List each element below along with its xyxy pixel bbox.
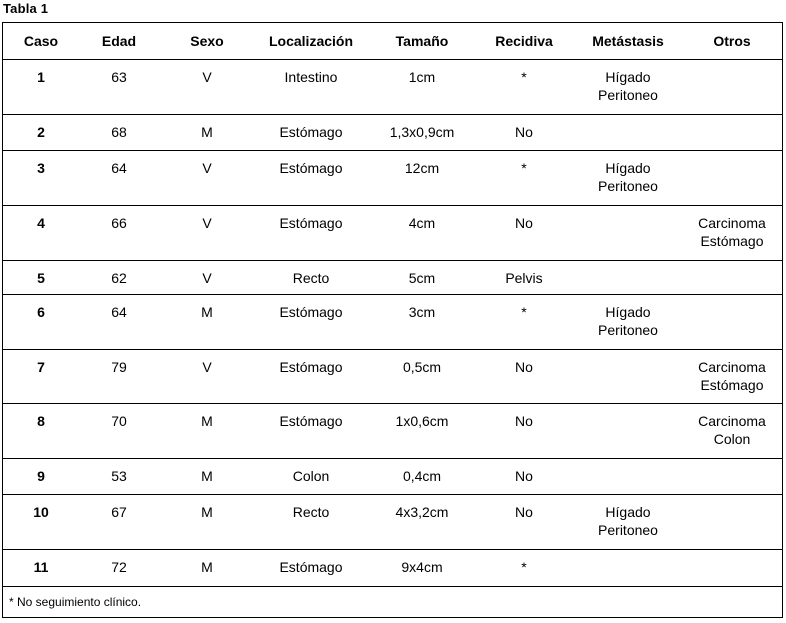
cell-tamano: 1cm xyxy=(408,69,436,85)
cell-sexo: V xyxy=(202,69,212,85)
cell-recidiva: * xyxy=(521,160,527,176)
header-sexo: Sexo xyxy=(190,33,224,49)
header-edad: Edad xyxy=(101,33,137,49)
cell-otros xyxy=(682,412,782,448)
cell-line: Hígado xyxy=(605,504,651,520)
cell-caso: 1 xyxy=(37,69,45,85)
cell-tamano: 1,3x0,9cm xyxy=(389,124,455,140)
header-recidiva: Recidiva xyxy=(495,33,553,49)
cell-localizacion: Colon xyxy=(292,468,330,484)
cell-localizacion: Recto xyxy=(292,270,330,286)
cell-caso: 10 xyxy=(33,504,49,520)
cell-localizacion: Intestino xyxy=(284,69,338,85)
cell-caso: 4 xyxy=(37,215,45,231)
cell-sexo: V xyxy=(202,160,212,176)
table-footnote: * No seguimiento clínico. xyxy=(9,595,142,609)
cell-sexo: M xyxy=(201,304,213,320)
cell-recidiva: No xyxy=(515,504,533,520)
cell-caso: 8 xyxy=(37,413,45,429)
cell-caso: 11 xyxy=(33,559,49,575)
cell-recidiva: No xyxy=(515,124,533,140)
cell-caso: 5 xyxy=(37,270,45,286)
cell-metastasis xyxy=(578,68,678,104)
cell-tamano: 4cm xyxy=(408,215,436,231)
cell-metastasis xyxy=(578,503,678,539)
cell-caso: 9 xyxy=(37,468,45,484)
cell-caso: 7 xyxy=(37,359,45,375)
table-row xyxy=(3,350,782,404)
cell-recidiva: * xyxy=(521,69,527,85)
cell-tamano: 5cm xyxy=(408,270,436,286)
cell-edad: 67 xyxy=(111,504,127,520)
cell-edad: 79 xyxy=(111,359,127,375)
cell-recidiva: * xyxy=(521,304,527,320)
table-row xyxy=(3,206,782,261)
cell-sexo: V xyxy=(202,359,212,375)
cell-metastasis xyxy=(578,159,678,195)
cell-edad: 64 xyxy=(111,304,127,320)
cell-edad: 70 xyxy=(111,413,127,429)
header-localizacion: Localización xyxy=(268,33,354,49)
cell-recidiva: No xyxy=(515,468,533,484)
cell-caso: 3 xyxy=(37,160,45,176)
cell-tamano: 1x0,6cm xyxy=(395,413,449,429)
cell-sexo: M xyxy=(201,504,213,520)
header-caso: Caso xyxy=(23,33,59,49)
cell-otros xyxy=(682,358,782,394)
cell-tamano: 4x3,2cm xyxy=(395,504,449,520)
cell-localizacion: Estómago xyxy=(279,160,343,176)
cell-edad: 66 xyxy=(111,215,127,231)
table-row xyxy=(3,115,782,151)
cell-line: Carcinoma xyxy=(698,359,766,375)
cell-sexo: V xyxy=(202,270,212,286)
data-table xyxy=(2,22,783,618)
table-row xyxy=(3,261,782,295)
header-metastasis: Metástasis xyxy=(592,33,664,49)
cell-tamano: 0,5cm xyxy=(402,359,442,375)
cell-localizacion: Estómago xyxy=(279,413,343,429)
cell-sexo: M xyxy=(201,559,213,575)
cell-line: Estómago xyxy=(700,377,764,393)
header-otros: Otros xyxy=(713,33,751,49)
cell-localizacion: Estómago xyxy=(279,215,343,231)
cell-recidiva: No xyxy=(515,413,533,429)
cell-tamano: 9x4cm xyxy=(401,559,443,575)
table-row xyxy=(3,550,782,587)
table-row xyxy=(3,60,782,115)
cell-line: Estómago xyxy=(700,233,764,249)
cell-edad: 72 xyxy=(111,559,127,575)
cell-line: Peritoneo xyxy=(598,87,658,103)
table-title: Tabla 1 xyxy=(3,1,49,16)
cell-recidiva: No xyxy=(515,359,533,375)
cell-edad: 64 xyxy=(111,160,127,176)
cell-edad: 68 xyxy=(111,124,127,140)
cell-sexo: M xyxy=(201,468,213,484)
cell-sexo: V xyxy=(202,215,212,231)
cell-edad: 62 xyxy=(111,270,127,286)
cell-tamano: 12cm xyxy=(404,160,440,176)
cell-caso: 6 xyxy=(37,304,45,320)
cell-localizacion: Estómago xyxy=(279,559,343,575)
table-header-row xyxy=(3,23,782,60)
table-row xyxy=(3,404,782,459)
cell-line: Colon xyxy=(713,431,751,447)
cell-line: Hígado xyxy=(605,304,651,320)
cell-edad: 53 xyxy=(111,468,127,484)
cell-line: Carcinoma xyxy=(698,215,766,231)
cell-line: Peritoneo xyxy=(598,178,658,194)
cell-recidiva: No xyxy=(515,215,533,231)
cell-localizacion: Estómago xyxy=(279,304,343,320)
table-row xyxy=(3,295,782,350)
cell-otros xyxy=(682,214,782,250)
table-row xyxy=(3,151,782,206)
cell-edad: 63 xyxy=(111,69,127,85)
cell-tamano: 3cm xyxy=(408,304,436,320)
cell-recidiva: * xyxy=(521,559,527,575)
cell-line: Hígado xyxy=(605,160,651,176)
cell-localizacion: Recto xyxy=(292,504,330,520)
cell-line: Peritoneo xyxy=(598,522,658,538)
cell-line: Hígado xyxy=(605,69,651,85)
table-row xyxy=(3,495,782,550)
cell-line: Peritoneo xyxy=(598,322,658,338)
cell-recidiva: Pelvis xyxy=(505,270,543,286)
cell-localizacion: Estómago xyxy=(279,124,343,140)
table-row xyxy=(3,459,782,495)
header-tamano: Tamaño xyxy=(395,33,449,49)
cell-metastasis xyxy=(578,303,678,339)
cell-line: Carcinoma xyxy=(698,413,766,429)
cell-sexo: M xyxy=(201,124,213,140)
cell-caso: 2 xyxy=(37,124,45,140)
cell-sexo: M xyxy=(201,413,213,429)
cell-tamano: 0,4cm xyxy=(402,468,442,484)
cell-localizacion: Estómago xyxy=(279,359,343,375)
